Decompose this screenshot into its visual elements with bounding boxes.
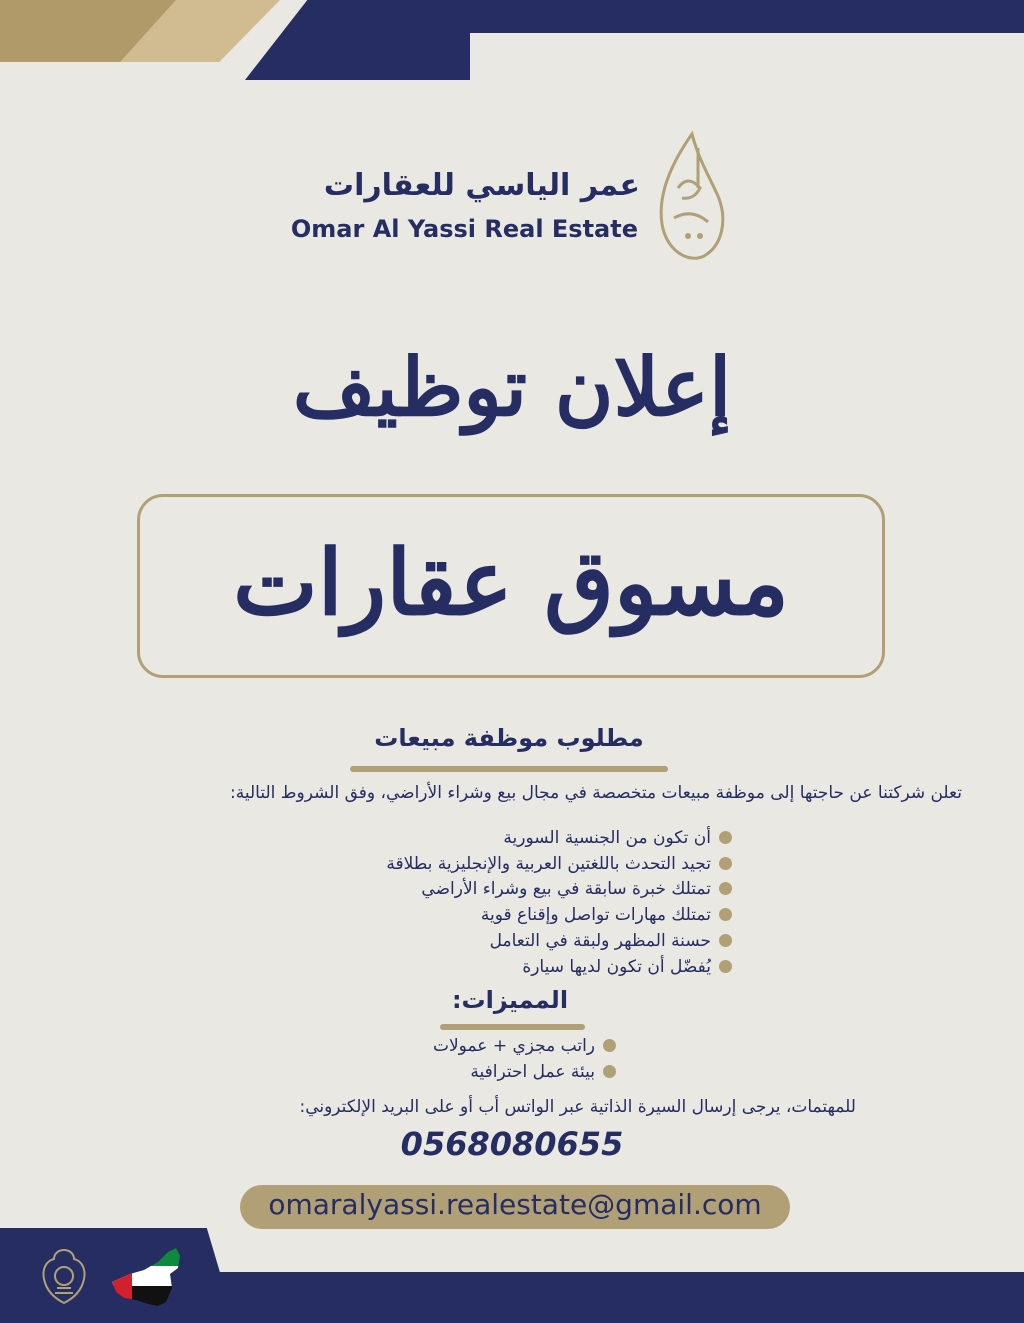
list-item: تجيد التحدث باللغتين العربية والإنجليزية بطلاقة	[386, 852, 732, 878]
uae-flag-map-icon	[108, 1244, 184, 1310]
list-item: يُفضّل أن تكون لديها سيارة	[386, 955, 732, 981]
features-title: المميزات:	[451, 986, 569, 1014]
bullet-icon	[719, 908, 732, 921]
brand-name-arabic: عمر الياسي للعقارات	[323, 168, 640, 203]
contact-note: للمهتمات، يرجى إرسال السيرة الذاتية عبر الواتس أب أو على البريد الإلكتروني:	[299, 1097, 856, 1117]
intro-text: تعلن شركتنا عن حاجتها إلى موظفة مبيعات متخصصة في مجال بيع وشراء الأراضي، وفق الشروط التالية:	[230, 783, 962, 803]
calligraphy-logo-icon	[648, 128, 736, 268]
benefits-list	[433, 1034, 616, 1085]
list-item: بيئة عمل احترافية	[433, 1060, 616, 1086]
bullet-icon	[719, 857, 732, 870]
bullet-icon	[719, 934, 732, 947]
email-address[interactable]: omaralyassi.realestate@gmail.com	[268, 1188, 762, 1221]
uae-emblem-icon	[40, 1246, 88, 1306]
brand-name-english: Omar Al Yassi Real Estate	[290, 215, 638, 243]
requirements-list	[386, 826, 732, 980]
phone-number[interactable]: 0568080655	[400, 1125, 624, 1163]
list-item: أن تكون من الجنسية السورية	[386, 826, 732, 852]
list-item: راتب مجزي + عمولات	[433, 1034, 616, 1060]
list-item: تمتلك خبرة سابقة في بيع وشراء الأراضي	[386, 877, 732, 903]
list-item: حسنة المظهر ولبقة في التعامل	[386, 929, 732, 955]
subtitle-underline	[350, 766, 668, 772]
bullet-icon	[603, 1039, 616, 1052]
job-title: مسوق عقارات	[233, 530, 789, 636]
bullet-icon	[719, 960, 732, 973]
top-stripe-cut	[470, 33, 1024, 81]
bullet-icon	[603, 1065, 616, 1078]
subtitle: مطلوب موظفة مبيعات	[374, 724, 644, 752]
headline: إعلان توظيف	[292, 340, 732, 434]
bullet-icon	[719, 831, 732, 844]
bullet-icon	[719, 882, 732, 895]
features-underline	[440, 1024, 585, 1030]
list-item: تمتلك مهارات تواصل وإقناع قوية	[386, 903, 732, 929]
